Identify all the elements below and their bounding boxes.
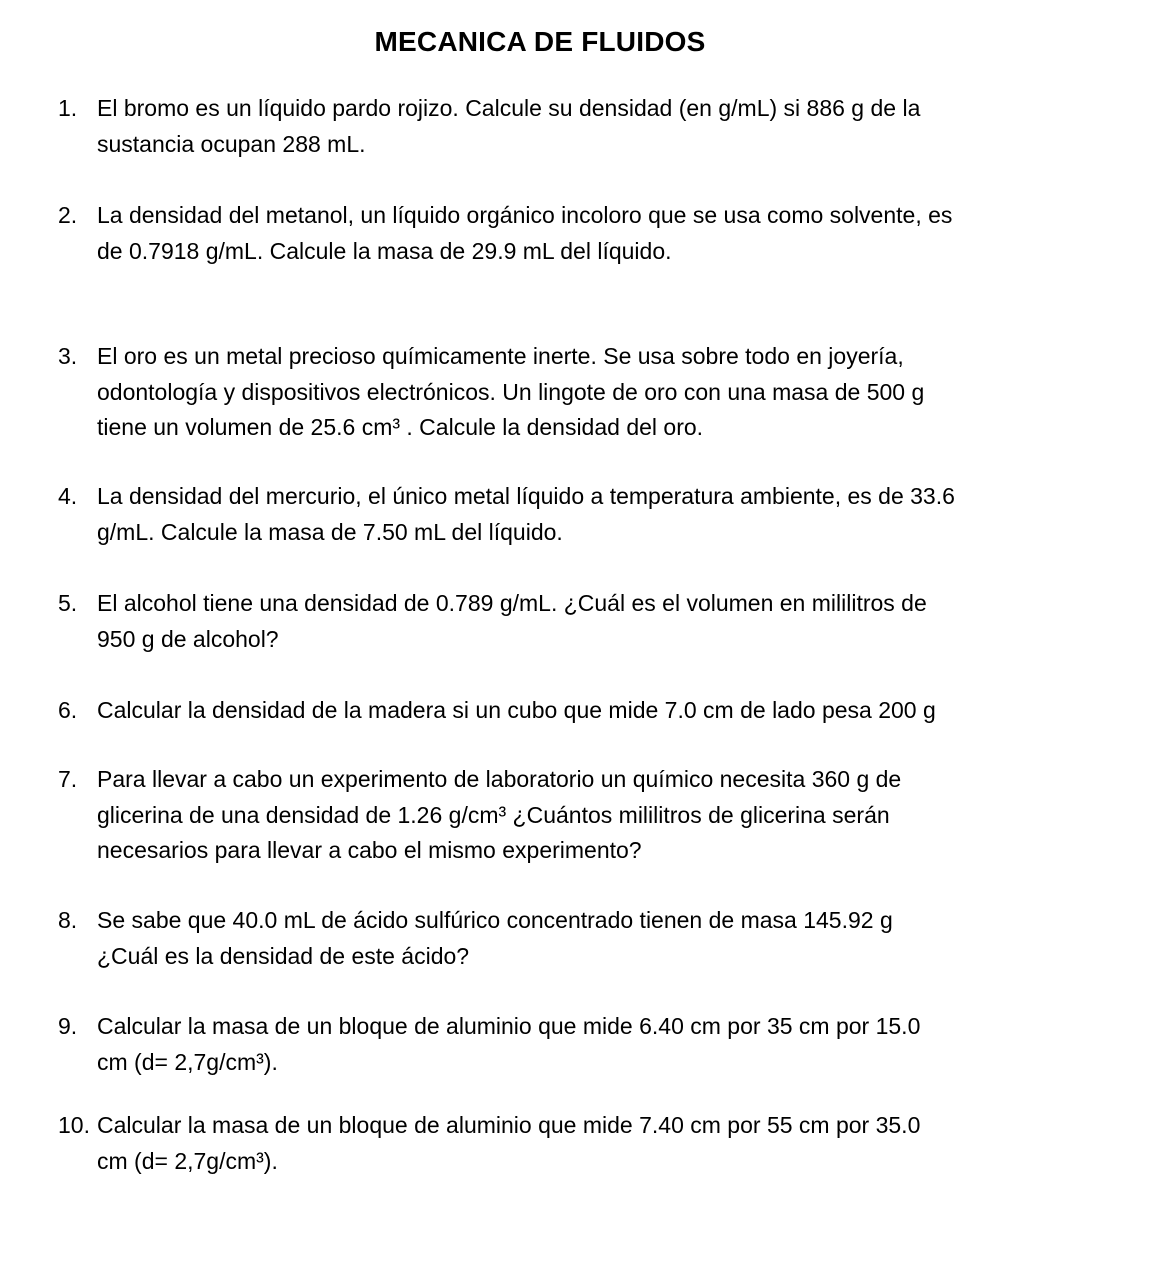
exercise-text [97,198,952,269]
exercise-number: 2. [58,202,78,228]
exercise-line: 950 g de alcohol? [97,625,279,652]
exercise-line: La densidad del mercurio, el único metal líquido a temperatura ambiente, es de 33.6 [97,483,955,509]
exercise-number: 10. [58,1112,90,1138]
exercise-number: 5. [58,590,78,616]
exercise-line: g/mL. Calcule la masa de 7.50 mL del líquido. [97,518,563,545]
exercise-line: tiene un volumen de 25.6 cm³ . Calcule la densidad del oro. [97,414,704,440]
exercise-line: de 0.7918 g/mL. Calcule la masa de 29.9 mL del líquido. [97,237,672,264]
exercise-number: 9. [58,1013,78,1039]
exercise-number: 1. [58,95,78,121]
exercise-text [97,762,901,869]
exercise-line: La densidad del metanol, un líquido orgánico incoloro que se usa como solvente, es [97,202,953,228]
exercise-line: Se sabe que 40.0 mL de ácido sulfúrico concentrado tienen de masa 145.92 g [97,907,893,933]
exercise-line: Calcular la masa de un bloque de aluminio que mide 6.40 cm por 35 cm por 15.0 [97,1013,921,1039]
exercise-line: Para llevar a cabo un experimento de laboratorio un químico necesita 360 g de [97,766,902,792]
exercise-text [97,693,936,729]
exercise-line: glicerina de una densidad de 1.26 g/cm³ ¿Cuántos mililitros de glicerina serán [97,801,890,828]
exercise-line: El bromo es un líquido pardo rojizo. Calcule su densidad (en g/mL) si 886 g de la [97,95,921,121]
exercise-text [97,479,955,550]
exercise-text [97,586,927,657]
exercise-text [97,91,920,162]
exercise-number: 7. [58,766,78,792]
exercise-text [97,1108,920,1179]
exercise-number: 6. [58,697,78,723]
exercise-line: ¿Cuál es la densidad de este ácido? [97,942,470,969]
exercise-number: 4. [58,483,78,509]
exercise-number: 3. [58,343,78,369]
exercise-line: Calcular la masa de un bloque de aluminio que mide 7.40 cm por 55 cm por 35.0 [97,1112,921,1138]
exercise-text [97,1009,920,1080]
exercise-text [97,903,893,974]
exercise-line: cm (d= 2,7g/cm³). [97,1147,278,1174]
exercise-line: El oro es un metal precioso químicamente inerte. Se usa sobre todo en joyería, [97,343,904,369]
exercise-line: odontología y dispositivos electrónicos. Un lingote de oro con una masa de 500 g [97,378,925,405]
exercise-line: Calcular la densidad de la madera si un cubo que mide 7.0 cm de lado pesa 200 g [97,697,936,723]
exercise-text [97,339,924,446]
exercise-line: cm (d= 2,7g/cm³). [97,1048,278,1075]
exercise-line: sustancia ocupan 288 mL. [97,130,366,157]
document-title: MECANICA DE FLUIDOS [374,26,706,57]
exercise-line: necesarios para llevar a cabo el mismo experimento? [97,837,642,863]
exercise-number: 8. [58,907,78,933]
exercise-line: El alcohol tiene una densidad de 0.789 g/mL. ¿Cuál es el volumen en mililitros de [97,590,927,616]
